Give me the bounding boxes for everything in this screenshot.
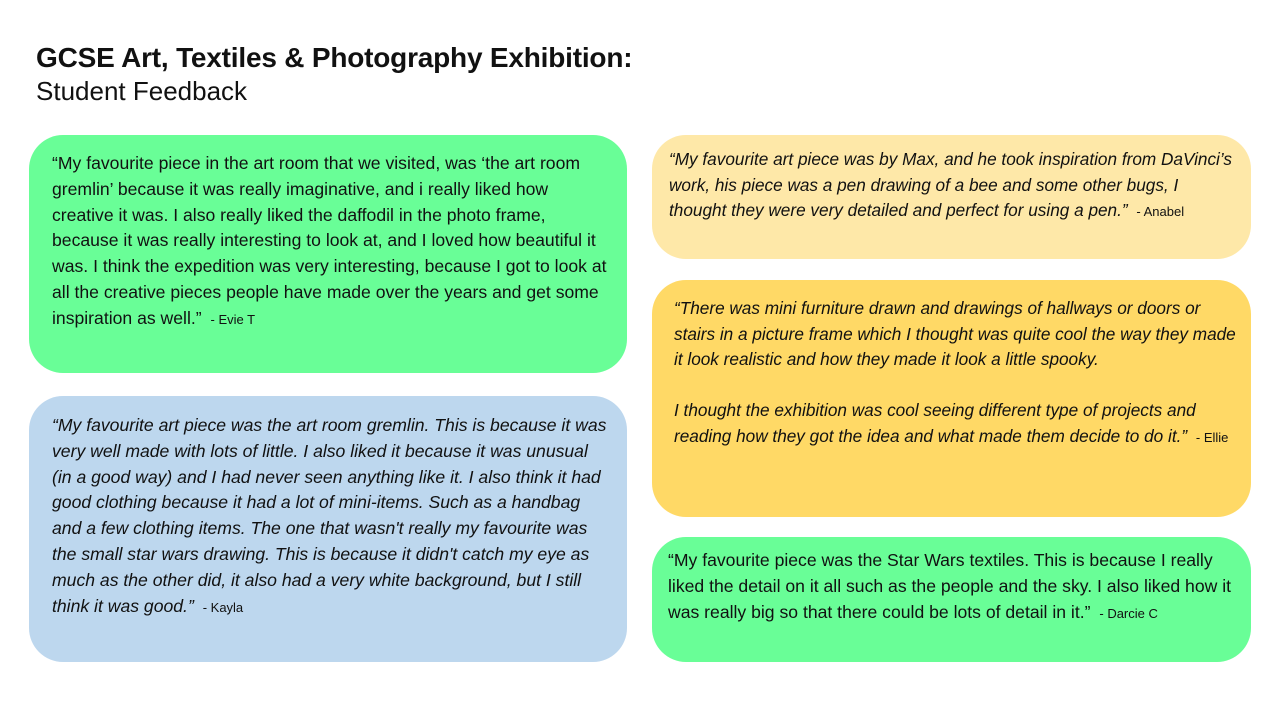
quote-text: “My favourite art piece was the art room gremlin. This is because it was very well made with lots of little. I also liked it because it was unusual (in a good way) and I had never seen anything like it. I also think it had good clothing because it had a lot of mini-items. Such as a handbag and a few clothing items. The one that wasn't really my favourite was the small star wars drawing. This is because it didn't catch my eye as much as the other did, it also had a very white background, but I still think it was good.” <box>52 415 607 616</box>
feedback-quote-paragraph <box>674 398 1237 450</box>
feedback-quote <box>669 147 1237 225</box>
quote-text: “My favourite art piece was by Max, and he took inspiration from DaVinci’s work, his piece was a pen drawing of a bee and some other bugs, I thought they were very detailed and perfect for using a pen.” <box>669 149 1232 221</box>
feedback-author: - Evie T <box>210 311 256 327</box>
quote-text: “My favourite piece was the Star Wars textiles. This is because I really liked the detail on it all such as the people and the sky. I also liked how it was really big so that there could be lots of detail in it.” <box>668 550 1232 622</box>
page-subtitle: Student Feedback <box>36 76 248 106</box>
quote-text: I thought the exhibition was cool seeing different type of projects and reading how they got the idea and what made them decide to do it.” <box>674 400 1196 446</box>
feedback-author: - Darcie C <box>1099 605 1158 621</box>
quote-text: “My favourite piece in the art room that we visited, was ‘the art room gremlin’ because it was really imaginative, and i really liked how creative it was. I also really liked the daffodil in the photo frame, because it was really interesting to look at, and I loved how beautiful it was. I think the expedition was very interesting, because I got to look at all the creative pieces people have made over the years and get some inspiration as well.” <box>52 153 607 328</box>
feedback-quote <box>52 151 607 333</box>
feedback-quote-paragraph <box>674 296 1237 373</box>
feedback-card-ellie <box>652 280 1251 517</box>
feedback-card-anabel <box>652 135 1251 259</box>
feedback-author: - Ellie <box>1195 429 1229 445</box>
feedback-quote <box>52 413 607 620</box>
feedback-author: - Kayla <box>202 599 244 615</box>
feedback-card-kayla <box>29 396 627 662</box>
quote-text: “There was mini furniture drawn and drawings of hallways or doors or stairs in a picture frame which I thought was quite cool the way they made it look realistic and how they made it look a little spooky. <box>674 298 1236 370</box>
feedback-card-evie <box>29 135 627 373</box>
feedback-author: - Anabel <box>1136 204 1185 220</box>
page-title: GCSE Art, Textiles & Photography Exhibition: <box>36 42 633 73</box>
feedback-quote <box>668 548 1237 626</box>
feedback-card-darcie <box>652 537 1251 662</box>
